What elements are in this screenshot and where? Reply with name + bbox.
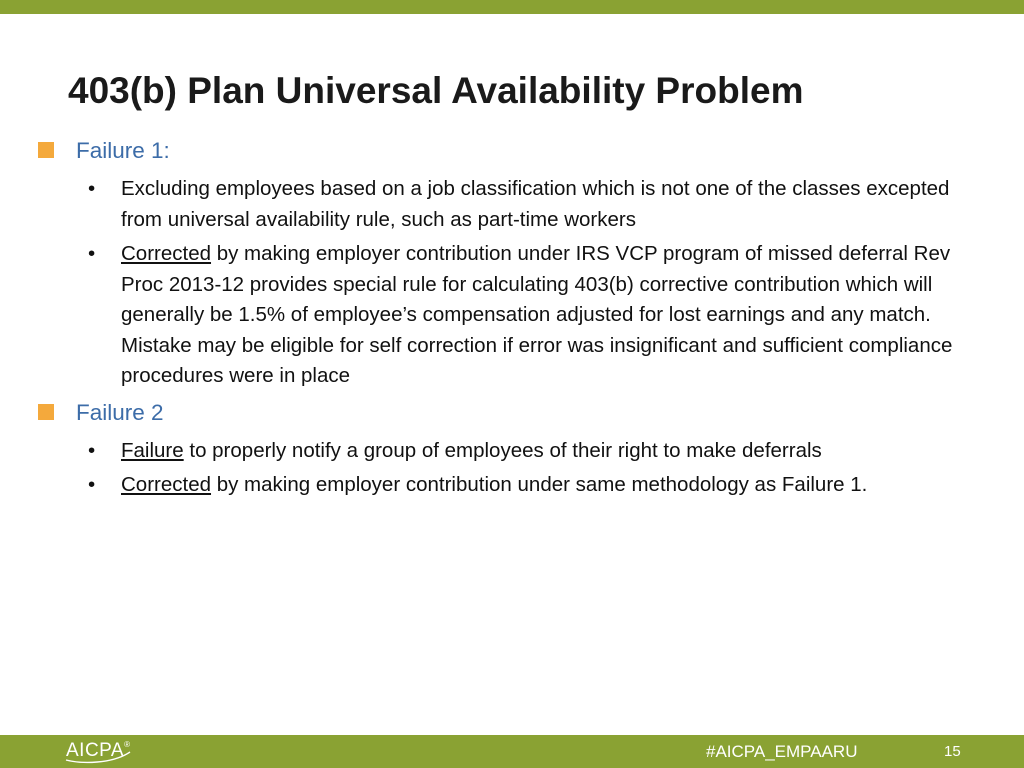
page-number: 15 — [944, 743, 961, 760]
section-failure-2 — [38, 398, 968, 501]
section-heading-text: Failure 2 — [76, 399, 164, 425]
bullet-dot-icon: • — [88, 177, 96, 200]
bullet-list — [38, 174, 968, 392]
section-failure-1 — [38, 136, 968, 392]
bullet-dot-icon: • — [88, 438, 96, 462]
bullet-lead-underlined: Failure — [121, 438, 184, 462]
bullet-text: by making employer contribution under same methodology as Failure 1. — [211, 473, 868, 496]
bullet-lead-underlined: Corrected — [121, 473, 212, 496]
footer-hashtag: #AICPA_EMPAARU — [706, 742, 858, 761]
registered-mark: ® — [124, 740, 131, 749]
square-bullet-icon — [38, 404, 54, 420]
bullet-dot-icon: • — [88, 473, 96, 496]
section-heading — [38, 136, 968, 166]
slide-title: 403(b) Plan Universal Availability Problem — [68, 70, 804, 111]
bullet-item — [38, 470, 968, 501]
bullet-text: to properly notify a group of employees of their right to make deferrals — [183, 438, 822, 462]
logo-text: AICPA — [66, 740, 125, 761]
bullet-item — [38, 436, 968, 467]
bullet-item — [38, 174, 968, 235]
bullet-text: Excluding employees based on a job classification which is not one of the classes excepted from universal availability rule, such as part-time workers — [121, 177, 950, 231]
square-bullet-icon — [38, 142, 54, 158]
bullet-dot-icon: • — [88, 242, 96, 265]
slide-body — [38, 136, 968, 505]
bullet-list — [38, 436, 968, 501]
aicpa-logo — [66, 740, 131, 762]
footer-bar — [0, 735, 1024, 768]
bullet-text: by making employer contribution under IRS VCP program of missed deferral Rev Proc 2013-12 provides special rule for calculating 403(b) corrective contribution which will generally be 1.5% of employee’s compensation adjusted for lost earnings and any match. Mistake may be eligible for self correction if error was insignificant and sufficient compliance procedures were in place — [121, 242, 953, 387]
bullet-item — [38, 239, 968, 392]
top-accent-bar — [0, 0, 1024, 14]
section-heading-text: Failure 1: — [76, 138, 170, 163]
bullet-lead-underlined: Corrected — [121, 242, 212, 265]
section-heading — [38, 398, 968, 428]
